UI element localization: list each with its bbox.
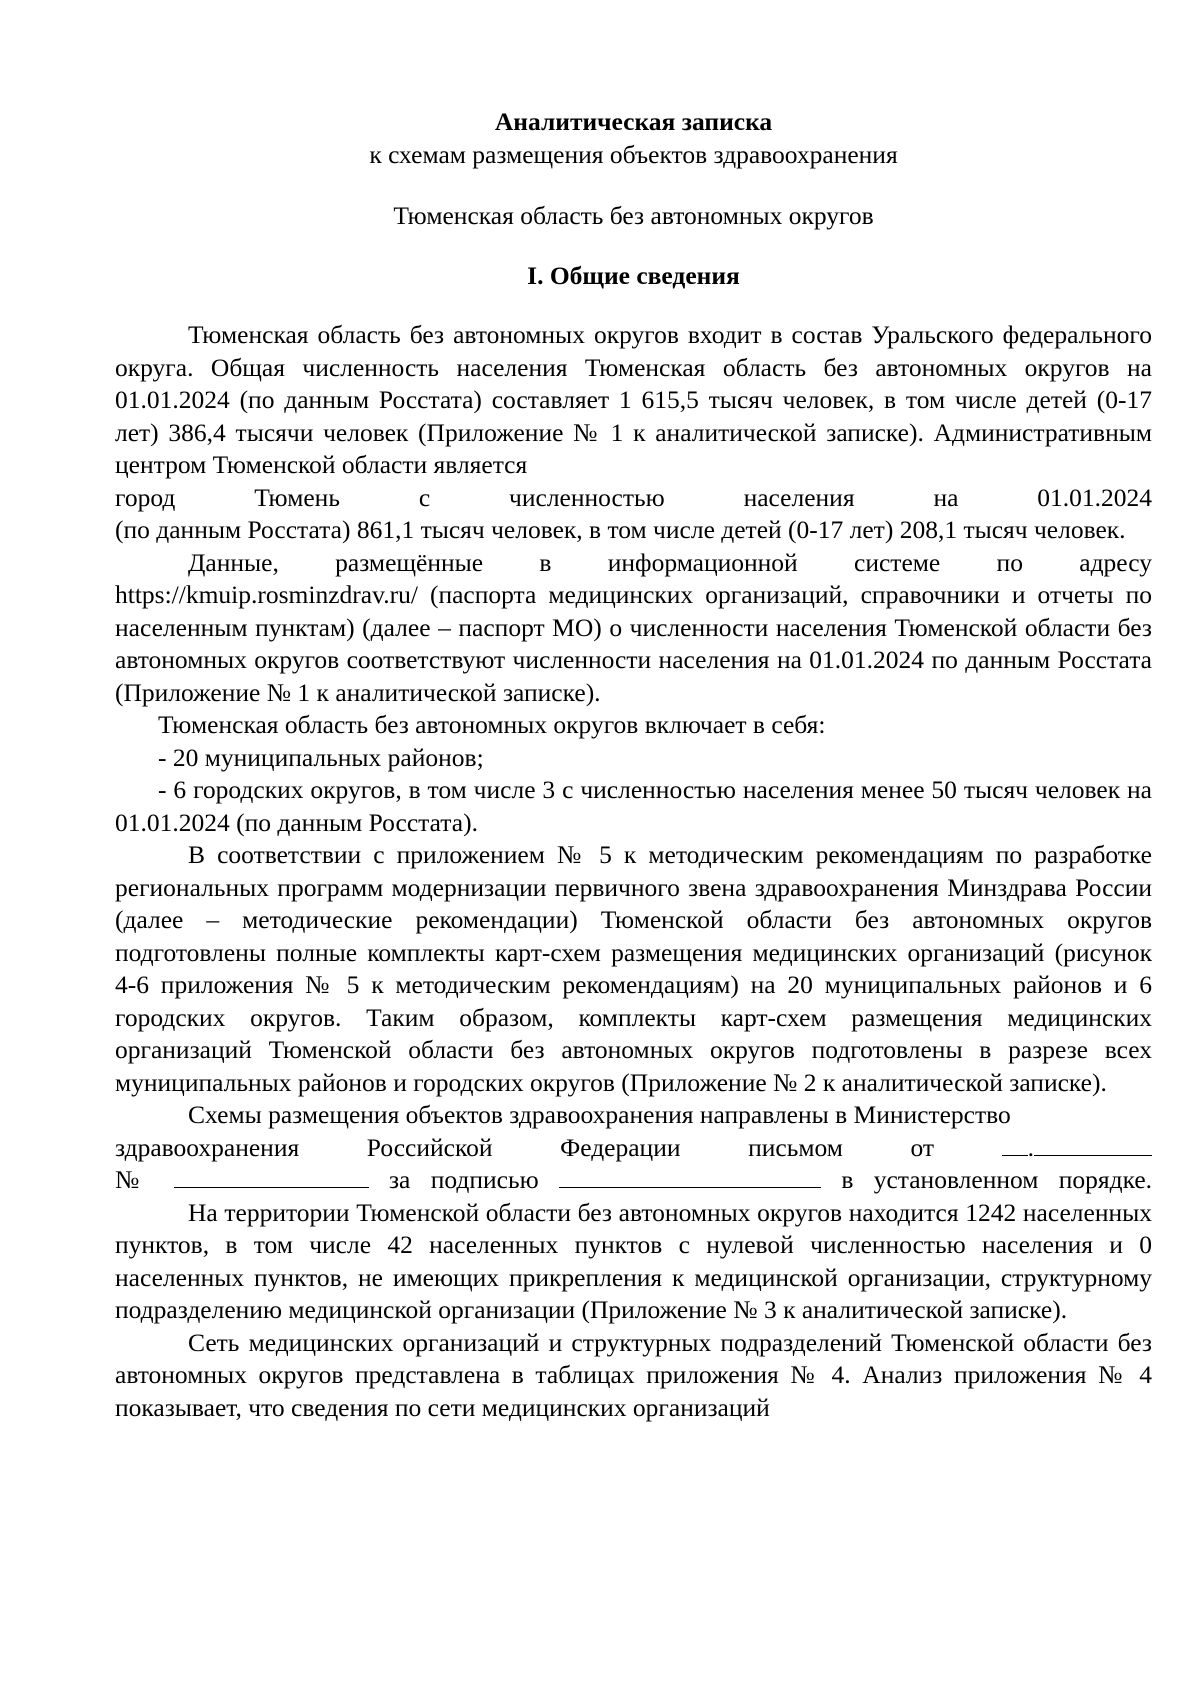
paragraph-overview-city-line [115, 482, 1152, 515]
document-subtitle: к схемам размещения объектов здравоохранения [369, 139, 898, 169]
letter-number-blank [174, 1186, 369, 1188]
word: 01.01.2024 [1037, 482, 1153, 512]
word: численностью [509, 482, 665, 512]
signature-blank [559, 1186, 821, 1188]
region-name: Тюменская область без автономных округов [393, 201, 874, 230]
word: город [115, 482, 176, 512]
word: Федерации [560, 1132, 681, 1162]
paragraph-schemes-letter-line [115, 1132, 1152, 1165]
word: с [418, 482, 431, 512]
word: письмом [748, 1132, 843, 1162]
date-dot: . [1027, 1132, 1034, 1162]
paragraph-schemes-signature-line [115, 1164, 1152, 1197]
word: Тюмень [254, 482, 340, 512]
document-body [115, 319, 1152, 1424]
paragraph-data-source: Данные, размещённые в информационной системе по адресу https://kmuip.rosminzdrav.ru/ (паспорта медицинских организаций, справочники и отчеты по населенным пунктам) (далее – паспорт МО) о численности населения Тюменской области без автономных округов соответствуют численности населения на 01.01.2024 по данным Росстата (Приложение № 1 к аналитической записке). [115, 547, 1152, 707]
paragraph-network: Сеть медицинских организаций и структурных подразделений Тюменской области без автономных округов представлена в таблицах приложения № 4. Анализ приложения № 4 показывает, что сведения по сети медицинских организаций [115, 1327, 1152, 1422]
word: Российской [366, 1132, 493, 1162]
number-sign: № [115, 1165, 154, 1194]
paragraph-settlements: На территории Тюменской области без автономных округов находится 1242 населенных пунктов, в том числе 42 населенных пунктов с нулевой численностью населения и 0 населенных пунктов, не имеющих прикрепления к медицинской организации, структурному подразделению медицинской организации (Приложение № 3 к аналитической записке). [115, 1197, 1152, 1324]
word: населения [743, 482, 855, 512]
day-blank [1002, 1154, 1028, 1156]
schemes-end: в установленном порядке. [841, 1165, 1153, 1194]
paragraph-methodology: В соответствии с приложением № 5 к методическим рекомендациям по разработке региональных программ модернизации первичного звена здравоохранения Минздрава России (далее – методические рекомендации) Тюменской области без автономных округов подготовлены полные комплекты карт-схем размещения медицинских организаций (рисунок 4-6 приложения № 5 к методическим рекомендациям) на 20 муниципальных районов и 6 городских округов. Таким образом, комплекты карт-схем размещения медицинских организаций Тюменской области без автономных округов подготовлены в разрезе всех муниципальных районов и городских округов (Приложение № 2 к аналитической записке). [115, 840, 1152, 1097]
document-page [115, 106, 1152, 1424]
month-blank [1034, 1154, 1152, 1156]
paragraph-overview-end: (по данным Росстата) 861,1 тысяч человек, в том числе детей (0-17 лет) 208,1 тысяч человек. [115, 515, 1126, 544]
paragraph-overview: Тюменская область без автономных округов входит в состав Уральского федерального округа. Общая численность населения Тюменская область без автономных округов на 01.01.2024 (по данным Росстата) составляет 1 615,5 тысяч человек, в том числе детей (0-17 лет) 386,4 тысячи человек (Приложение № 1 к аналитической записке). Административным центром Тюменской области является [115, 320, 1152, 479]
paragraph-includes: Тюменская область без автономных округов включает в себя: [158, 710, 826, 739]
word: от [910, 1132, 935, 1162]
list-item: - 6 городских округов, в том числе 3 с численностью населения менее 50 тысяч человек на 01.01.2024 (по данным Росстата). [115, 775, 1152, 837]
signature-label: за подписью [388, 1165, 539, 1194]
document-title: Аналитическая записка [494, 107, 773, 136]
section-title: I. Общие сведения [527, 260, 740, 290]
paragraph-schemes-sent: Схемы размещения объектов здравоохранения направлены в Министерство [188, 1100, 1011, 1129]
list-item: - 20 муниципальных районов; [158, 742, 484, 772]
word: на [933, 482, 959, 512]
word: здравоохранения [115, 1132, 300, 1162]
date-blank [1002, 1133, 1152, 1162]
